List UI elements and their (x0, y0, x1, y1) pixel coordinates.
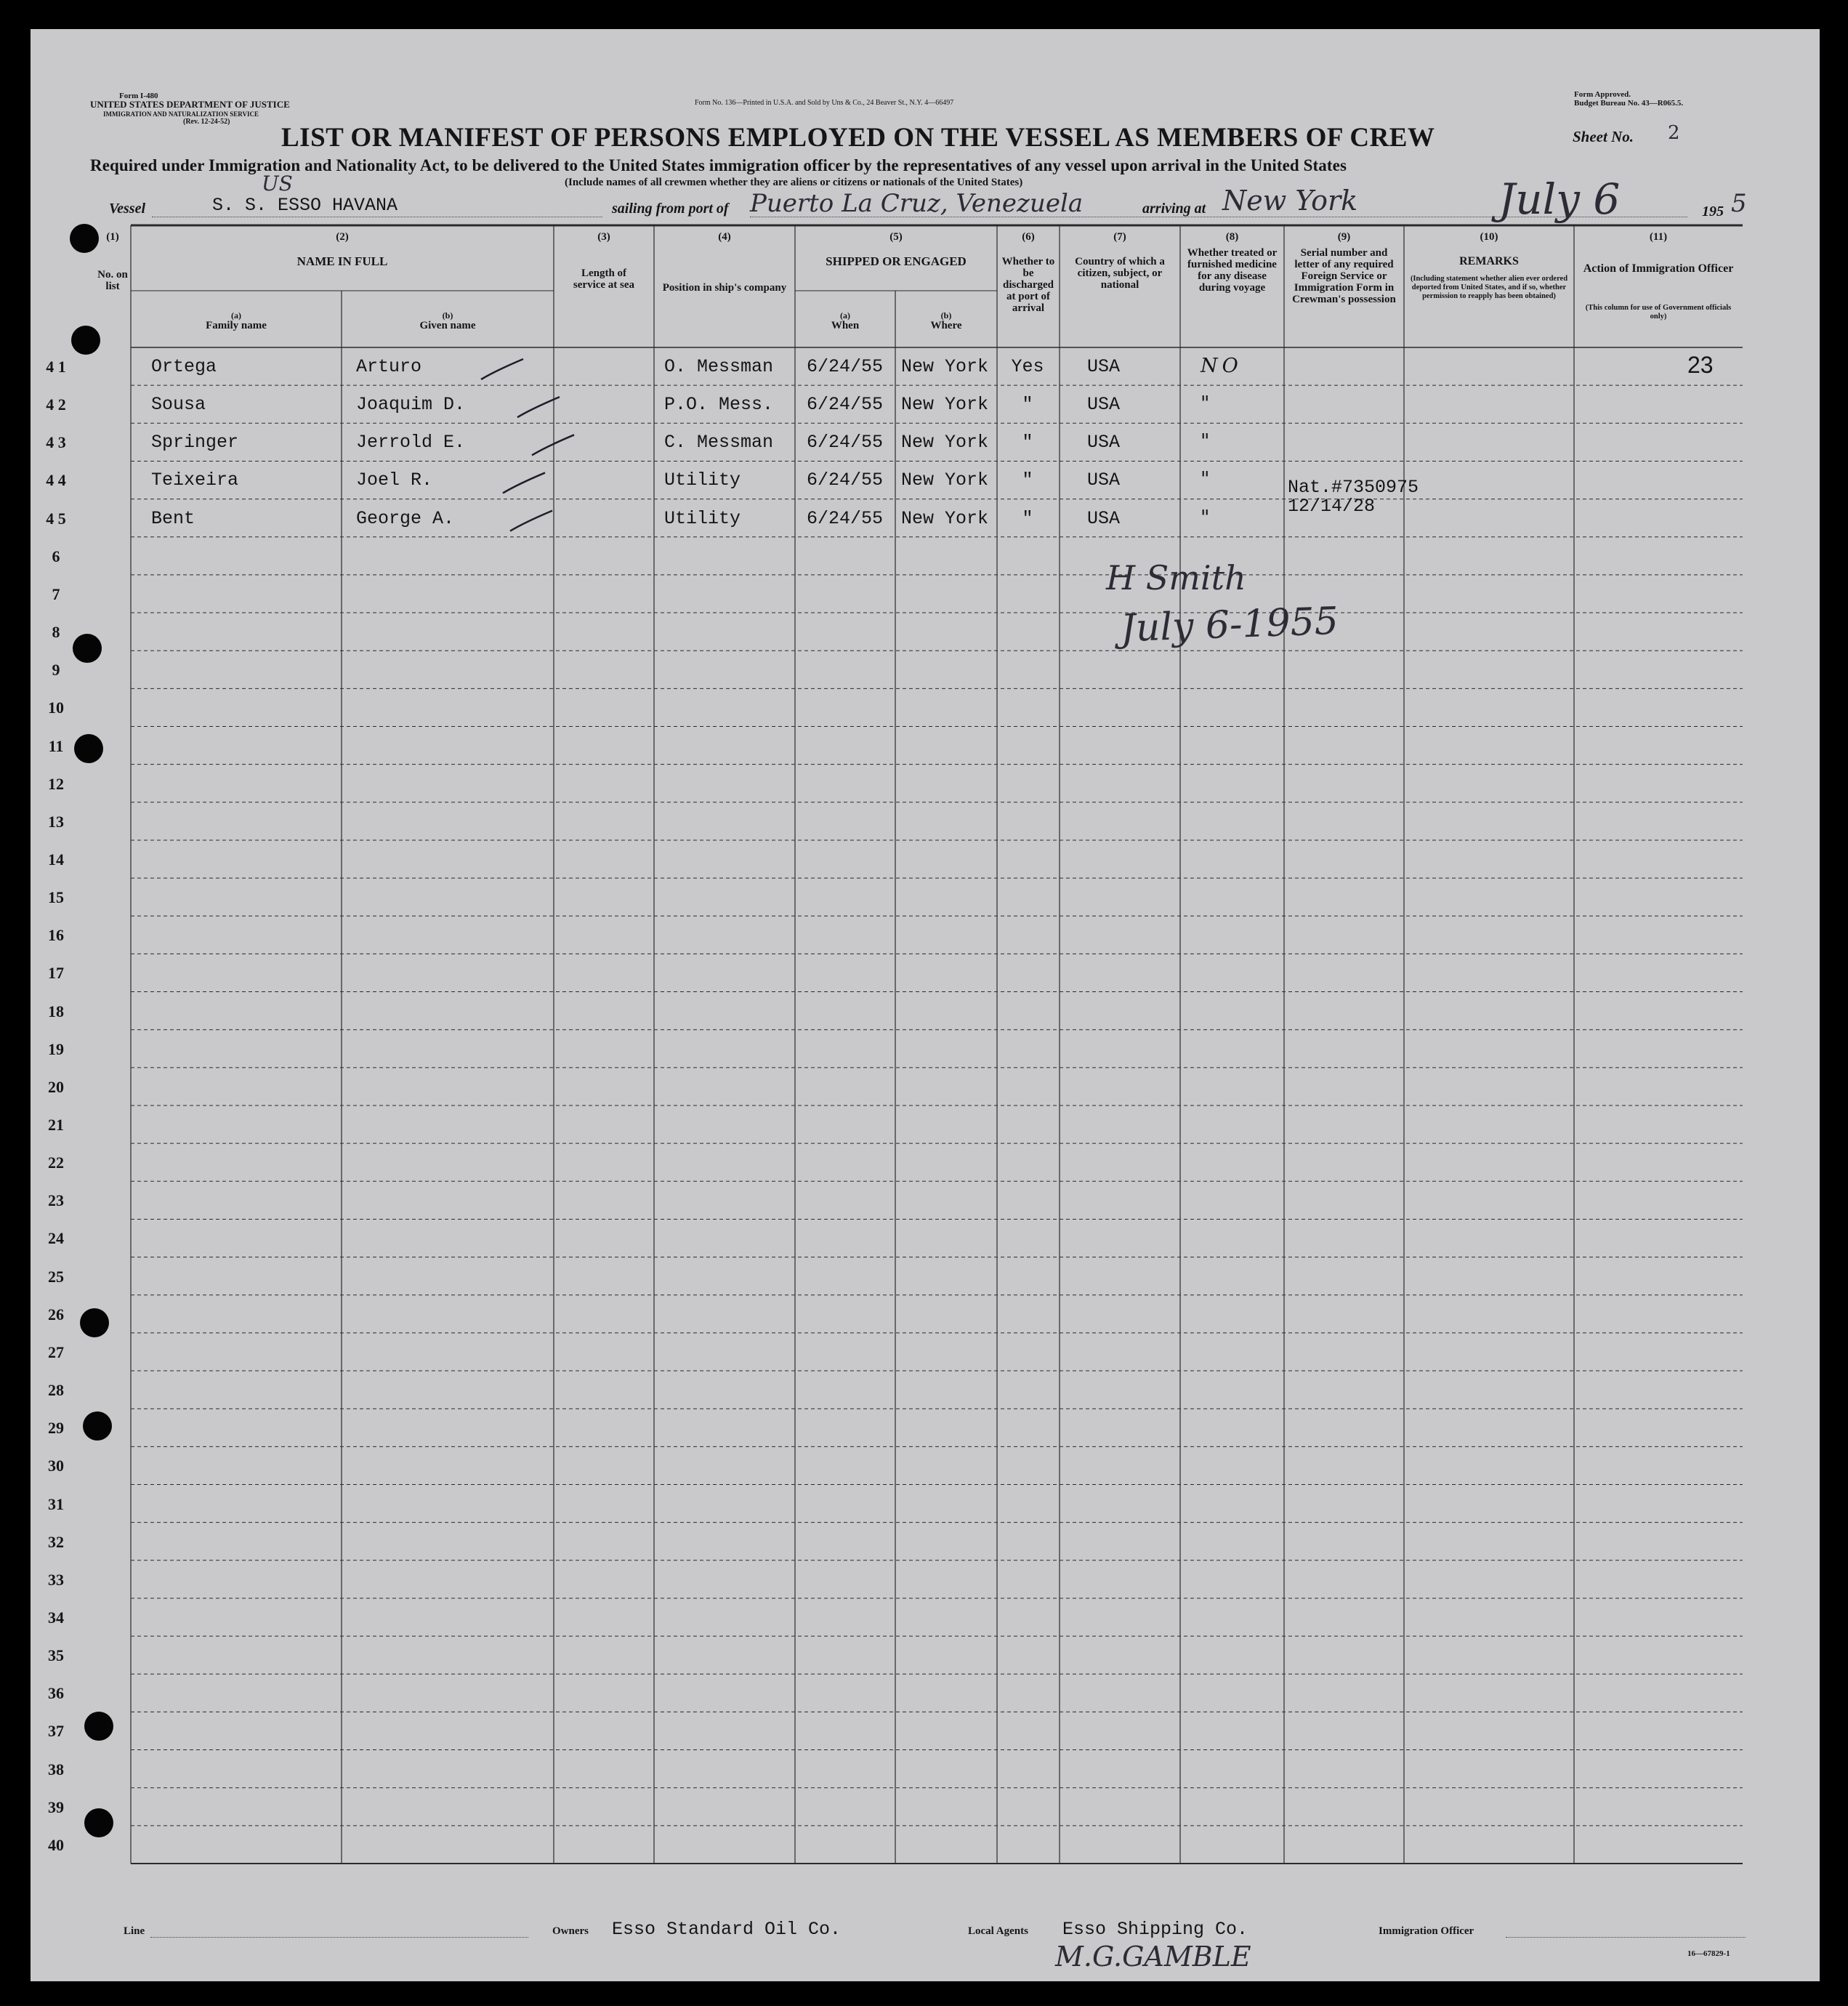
column-number: (8) (1225, 231, 1239, 243)
column-number: (2) (336, 231, 349, 243)
column-number: (1) (106, 231, 119, 243)
family-name: Springer (151, 432, 239, 454)
discharged: " (1022, 507, 1033, 529)
sheet-number: 2 (1668, 122, 1680, 144)
footer-code: 16—67829-1 (1687, 1949, 1730, 1958)
printer-line: Form No. 136—Printed in U.S.A. and Sold by Uns & Co., 24 Beaver St., N.Y. 4—66497 (695, 99, 954, 107)
medicine: " (1201, 506, 1214, 529)
column-number: (10) (1480, 231, 1498, 243)
given-name: Jerrold E. (356, 432, 466, 454)
shipped-when: 6/24/55 (807, 432, 884, 454)
serial-number: Nat.#7350975 (1288, 477, 1419, 499)
column-header-serial: Serial number and letter of any required Foreign Service or Immigration Form in Crewman's possession (1292, 247, 1396, 305)
row-number: 4 5 (46, 509, 66, 528)
punch-hole (83, 1411, 112, 1441)
row-number: 25 (48, 1267, 64, 1286)
row-number: 6 (52, 547, 60, 565)
sailing-label: sailing from port of (612, 201, 729, 217)
officer-signature: H Smith (1106, 558, 1246, 597)
action-count: 23 (1687, 352, 1714, 378)
row-number: 9 (52, 661, 60, 680)
row-number: 30 (48, 1457, 64, 1475)
medicine: " (1201, 468, 1214, 491)
row-number: 28 (48, 1381, 64, 1400)
row-number: 10 (48, 698, 64, 717)
shipped-where: New York (901, 507, 989, 529)
subtitle: Required under Immigration and Nationality Act, to be delivered to the United States immigration officer by the representatives of any vessel upon arrival in the United States (90, 156, 1347, 174)
footer-agents-label: Local Agents (968, 1925, 1028, 1937)
position: P.O. Mess. (664, 394, 774, 416)
column-sub-given: Given name (419, 320, 476, 331)
arrival-date: July 6 (1498, 174, 1621, 224)
punch-hole (73, 634, 102, 663)
family-name: Bent (151, 507, 195, 529)
agents-value: Esso Shipping Co. (1062, 1919, 1248, 1940)
family-name: Teixeira (151, 470, 239, 491)
column-header-discharged: Whether to be discharged at port of arrival (1001, 256, 1055, 314)
row-number: 38 (48, 1760, 64, 1779)
column-number: (6) (1022, 231, 1035, 243)
manifest-sheet (31, 29, 1820, 1981)
column-sub-number: (a) (231, 310, 241, 321)
shipped-where: New York (901, 394, 989, 416)
shipped-where: New York (901, 356, 989, 377)
column-number: (5) (889, 231, 903, 243)
shipped-where: New York (901, 470, 989, 491)
column-header-shipped: SHIPPED OR ENGAGED (826, 254, 967, 268)
footer-owners-label: Owners (552, 1925, 589, 1937)
form-approved: Form Approved. (1574, 90, 1631, 99)
punch-hole (84, 1712, 113, 1741)
column-header-service: Length of service at sea (573, 267, 635, 291)
row-number: 11 (48, 736, 64, 755)
position: Utility (664, 470, 741, 491)
row-number: 4 2 (46, 395, 66, 414)
row-number: 4 4 (46, 471, 66, 490)
row-number: 16 (48, 926, 64, 945)
column-number: (3) (597, 231, 610, 243)
check-mark (532, 435, 574, 455)
given-name: Arturo (356, 356, 422, 377)
row-number: 32 (48, 1532, 64, 1551)
row-number: 15 (48, 888, 64, 907)
row-number: 7 (52, 584, 60, 603)
shipped-when: 6/24/55 (807, 394, 884, 416)
row-number: 34 (48, 1608, 64, 1627)
row-number: 37 (48, 1722, 64, 1741)
column-sub-number: (b) (442, 310, 453, 321)
column-sub-family: Family name (206, 320, 267, 331)
year-hand: 5 (1731, 189, 1747, 218)
row-number: 33 (48, 1570, 64, 1589)
check-mark (503, 472, 545, 493)
footer-officer-underline (1506, 1937, 1746, 1938)
column-sub-number: (b) (940, 310, 952, 321)
punch-hole (84, 1808, 113, 1837)
country: USA (1087, 432, 1121, 454)
row-number: 4 3 (46, 433, 66, 452)
column-header-medicine: Whether treated or furnished medicine for any disease during voyage (1187, 247, 1278, 294)
row-number: 23 (48, 1191, 64, 1210)
check-mark (510, 511, 552, 531)
punch-hole (74, 734, 103, 763)
footer-line-label: Line (124, 1925, 145, 1937)
column-header-no: No. on list (97, 269, 128, 292)
row-number: 40 (48, 1835, 64, 1854)
discharged: " (1022, 470, 1033, 491)
budget-bureau: Budget Bureau No. 43—R065.5. (1574, 99, 1684, 108)
country: USA (1087, 470, 1121, 491)
row-number: 14 (48, 850, 64, 869)
sailing-port: Puerto La Cruz, Venezuela (750, 189, 1084, 218)
column-number: (11) (1649, 231, 1668, 243)
given-name: George A. (356, 507, 455, 529)
service-name: IMMIGRATION AND NATURALIZATION SERVICE (103, 110, 259, 118)
row-number: 19 (48, 1039, 64, 1058)
column-header-action: Action of Immigration Officer (1583, 262, 1734, 275)
punch-hole (70, 224, 99, 253)
row-number: 31 (48, 1494, 64, 1513)
vessel-annotation: US (262, 172, 293, 196)
check-mark (517, 397, 560, 417)
row-number: 35 (48, 1646, 64, 1665)
row-number: 36 (48, 1684, 64, 1703)
row-number: 8 (52, 623, 60, 642)
row-number: 12 (48, 774, 64, 793)
year-prefix: 195 (1702, 204, 1724, 219)
sheet-label: Sheet No. (1573, 128, 1634, 145)
medicine: " (1201, 430, 1214, 454)
row-number: 18 (48, 1002, 64, 1020)
punch-hole (71, 326, 100, 355)
given-name: Joaquim D. (356, 394, 466, 416)
position: Utility (664, 507, 741, 529)
column-remarks-note: (Including statement whether alien ever ordered deported from United States, and if so, whether permission to reapply has been obtained) (1410, 275, 1568, 300)
position: O. Messman (664, 356, 774, 377)
medicine: NO (1201, 355, 1243, 377)
column-header-position: Position in ship's company (662, 282, 787, 294)
given-name: Joel R. (356, 470, 433, 491)
country: USA (1087, 356, 1121, 377)
owners-value: Esso Standard Oil Co. (612, 1919, 842, 1940)
vessel-label: Vessel (109, 201, 145, 217)
form-number: Form I-480 (119, 92, 158, 100)
column-number: (7) (1113, 231, 1126, 243)
row-number: 20 (48, 1077, 64, 1096)
column-header-name: NAME IN FULL (296, 254, 388, 268)
row-number: 29 (48, 1419, 64, 1438)
row-number: 17 (48, 964, 64, 983)
row-number: 13 (48, 812, 64, 831)
shipped-where: New York (901, 432, 989, 454)
column-number: (9) (1337, 231, 1351, 243)
row-number: 26 (48, 1305, 64, 1324)
footer-line-underline (150, 1937, 528, 1938)
department-name: UNITED STATES DEPARTMENT OF JUSTICE (90, 99, 290, 110)
punch-hole (80, 1308, 109, 1337)
row-number: 24 (48, 1229, 64, 1248)
medicine: " (1201, 392, 1214, 416)
family-name: Ortega (151, 356, 217, 377)
discharged: " (1022, 432, 1033, 454)
page-title: LIST OR MANIFEST OF PERSONS EMPLOYED ON THE VESSEL AS MEMBERS OF CREW (281, 123, 1435, 153)
footer-officer-label: Immigration Officer (1379, 1925, 1474, 1937)
arriving-port: New York (1222, 185, 1358, 217)
column-header-remarks: REMARKS (1459, 255, 1519, 267)
shipped-when: 6/24/55 (807, 356, 884, 377)
row-number: 27 (48, 1342, 64, 1361)
discharged: Yes (1011, 356, 1044, 377)
vessel-name: S. S. ESSO HAVANA (212, 195, 398, 216)
serial-date: 12/14/28 (1288, 496, 1376, 517)
officer-date: July 6-1955 (1120, 599, 1339, 651)
form-revision: (Rev. 12-24-52) (183, 118, 230, 126)
column-action-note: (This column for use of Government officials only) (1585, 304, 1732, 321)
shipped-when: 6/24/55 (807, 507, 884, 529)
master-signature: M.G.GAMBLE (1055, 1941, 1251, 1973)
row-number: 21 (48, 1116, 64, 1134)
discharged: " (1022, 394, 1033, 416)
country: USA (1087, 394, 1121, 416)
column-header-country: Country of which a citizen, subject, or national (1075, 256, 1165, 291)
include-note: (Include names of all crewmen whether they are aliens or citizens or nationals of the United States) (565, 177, 1023, 188)
column-sub-where: Where (930, 320, 962, 331)
column-number: (4) (718, 231, 731, 243)
check-mark (481, 359, 523, 379)
family-name: Sousa (151, 394, 206, 416)
country: USA (1087, 507, 1121, 529)
arriving-label: arriving at (1142, 201, 1206, 217)
position: C. Messman (664, 432, 774, 454)
column-sub-number: (a) (840, 310, 850, 321)
column-sub-when: When (831, 320, 860, 331)
row-number: 4 1 (46, 358, 66, 376)
row-number: 39 (48, 1797, 64, 1816)
row-number: 22 (48, 1153, 64, 1172)
shipped-when: 6/24/55 (807, 470, 884, 491)
